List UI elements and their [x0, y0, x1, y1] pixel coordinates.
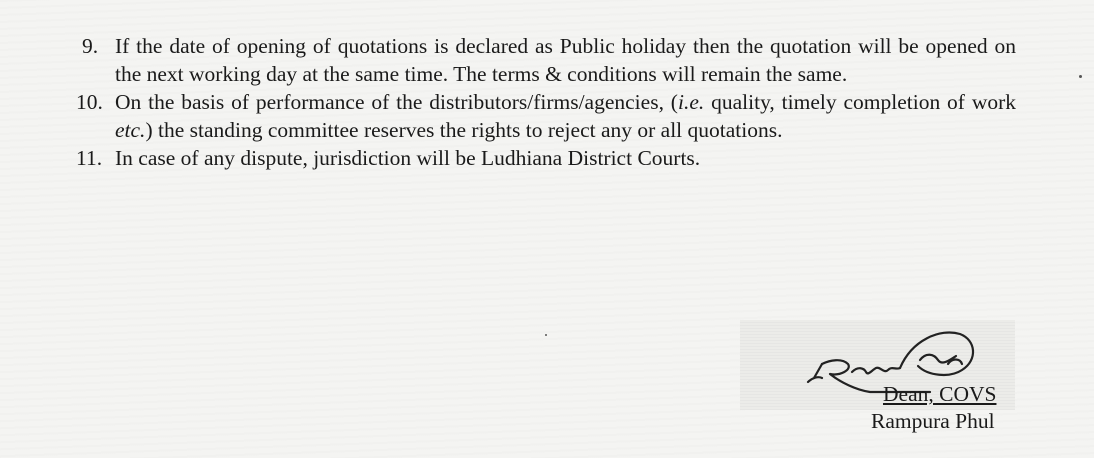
signature-block — [740, 320, 1015, 438]
item-text: In case of any dispute, jurisdiction will be Ludhiana District Courts. — [115, 146, 701, 170]
terms-list — [76, 32, 1016, 172]
item-text — [115, 88, 1016, 144]
item-number: 10. — [76, 90, 103, 114]
scan-speck — [1079, 75, 1082, 78]
scan-speck — [545, 334, 547, 336]
list-item-10 — [76, 88, 1016, 144]
signatory-title: Dean, COVS — [883, 382, 997, 406]
signatory-place: Rampura Phul — [871, 409, 995, 433]
list-item-11 — [76, 144, 1016, 172]
item-number: 11. — [76, 146, 103, 170]
item-text-italic: i.e. — [677, 90, 705, 114]
item-number: 9. — [82, 34, 99, 58]
item-text-italic: etc. — [115, 118, 146, 142]
item-text-part: quality, timely completion of work — [704, 90, 1017, 114]
list-item-9 — [76, 32, 1016, 88]
item-text: If the date of opening of quotations is declared as Public holiday then the quotation will be opened on the next working day at the same time. The terms & conditions will remain the same. — [115, 34, 1016, 86]
item-text-part: ) the standing committee reserves the rights to reject any or all quotations. — [145, 118, 783, 142]
item-text-part: On the basis of performance of the distributors/firms/agencies, ( — [115, 90, 678, 114]
